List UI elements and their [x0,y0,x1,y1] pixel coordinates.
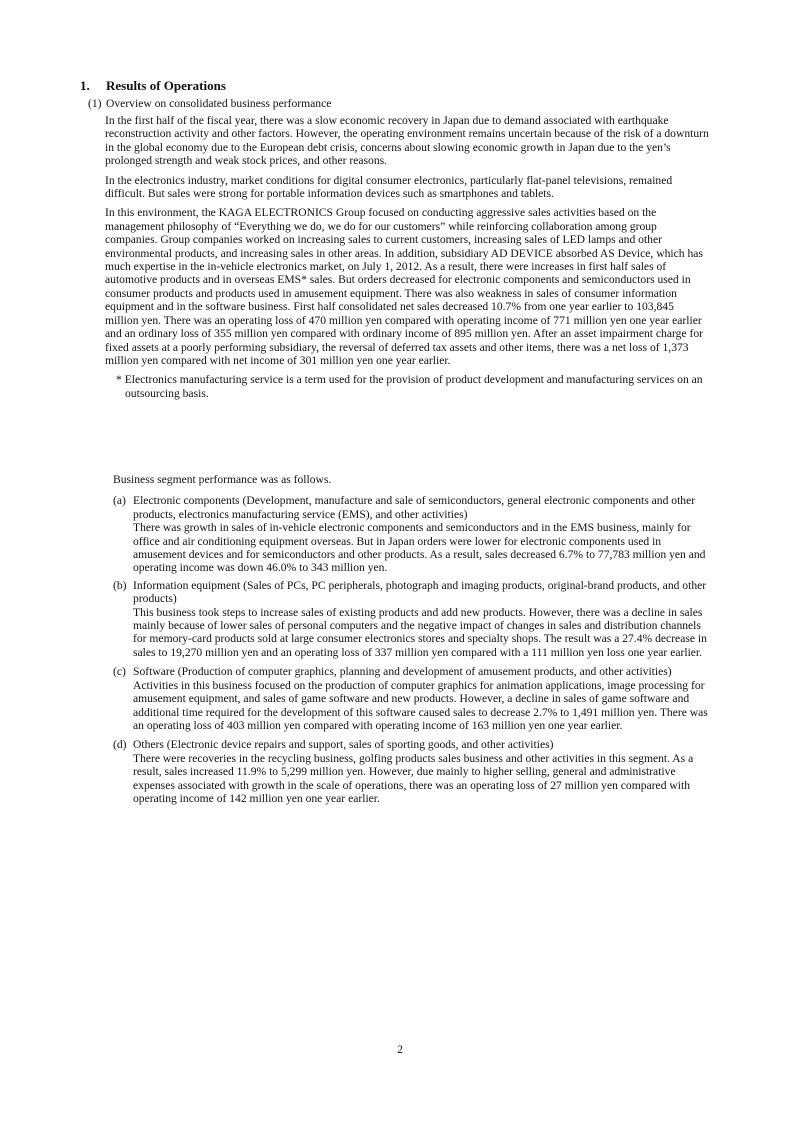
segment-body: There was growth in sales of in-vehicle electronic components and semiconductors and in the EMS business, mainly for office and air conditioning equipment overseas. But in Japan orders were lower for electronic components used in amusement devices and for semiconductors and other products. As a result, sales decreased 6.7% to 77,783 million yen and operating income was down 46.0% to 343 million yen. [133,521,706,575]
subsection-title: Overview on consolidated business performance [106,97,332,110]
subsection-number: (1) [88,97,102,110]
paragraph: In this environment, the KAGA ELECTRONICS Group focused on conducting aggressive sales activities based on the management philosophy of “Everything we do, we do for our customers” while reinforcing collaboration among group companies. Group companies worked on increasing sales to current customers, increasing sales of LED lamps and other environmental products, and increasing sales in other areas. In addition, subsidiary AD DEVICE absorbed AS Device, which has much expertise in the in-vehicle electronics market, on July 1, 2012. As a result, there were increases in first half sales of automotive products and in overseas EMS* sales. But orders decreased for electronic components and semiconductors used in consumer products and products used in amusement equipment. There was also weakness in sales of consumer information equipment and in the software business. First half consolidated net sales decreased 10.7% from one year earlier to 103,845 million yen. There was an operating loss of 470 million yen compared with operating income of 771 million yen one year earlier and an ordinary loss of 355 million yen compared with ordinary income of 895 million yen. After an asset impairment charge for fixed assets at a poorly performing subsidiary, the reversal of deferred tax assets and other items, there was a net loss of 1,373 million yen compared with net income of 301 million yen one year earlier. [105,206,704,367]
segment-label: (d) [113,738,127,752]
subsection-heading [88,97,331,110]
segment-body: This business took steps to increase sales of existing products and add new products. However, there was a decline in sales mainly because of lower sales of personal computers and the negative impact of changes in sales and distribution channels for memory-card products sold at large consumer electronics stores and specialty shops. The result was a 27.4% decrease in sales to 19,270 million yen and an operating loss of 337 million yen compared with a 111 million yen loss one year earlier. [133,605,707,659]
segments-intro: Business segment performance was as follows. [113,473,332,486]
segment-body: Activities in this business focused on the production of computer graphics for animation applications, image processing for amusement equipment, and sales of game software and new products. However, a decline in sales of game software and additional time required for the development of this software caused sales to decrease 2.7% to 1,491 million yen. There was an operating loss of 403 million yen compared with operating income of 163 million yen one year earlier. [133,678,708,732]
segment-label: (a) [113,494,126,508]
footnote: * Electronics manufacturing service is a term used for the provision of product development and manufacturing services on an outsourcing basis. [116,373,703,400]
paragraph: In the electronics industry, market conditions for digital consumer electronics, particularly flat-panel televisions, remained difficult. But sales were strong for portable information devices such as smartphones and tablets. [105,173,673,201]
segment-heading: Information equipment (Sales of PCs, PC peripherals, photograph and imaging products, original-brand products, and other products) [133,578,707,606]
section-title: Results of Operations [106,78,226,93]
paragraph: In the first half of the fiscal year, there was a slow economic recovery in Japan due to demand associated with earthquake reconstruction activity and other factors. However, the operating environment remains uncertain because of the risk of a downturn in the global economy due to the European debt crisis, concerns about slowing economic growth in Japan due to the yen’s prolonged strength and weak stock prices, and other reasons. [105,114,709,168]
segment-item [113,579,713,659]
segment-label: (c) [113,665,126,679]
segment-item [113,494,713,574]
segment-item [113,665,713,732]
segment-heading: Others (Electronic device repairs and support, sales of sporting goods, and other activities) [133,738,554,752]
section-number: 1. [80,78,90,93]
segment-item [113,738,713,805]
segment-heading: Electronic components (Development, manufacture and sale of semiconductors, general electronic components and other products, electronics manufacturing service (EMS), and other activities) [133,494,696,521]
segment-label: (b) [113,578,127,592]
segment-body: There were recoveries in the recycling business, golfing products sales business and other activities in this segment. As a result, sales increased 11.9% to 5,299 million yen. However, due mainly to higher selling, general and administrative expenses associated with growth in the scale of operations, there was an operating loss of 27 million yen compared with operating income of 142 million yen one year earlier. [133,751,694,805]
segments-section [113,473,713,811]
section-heading [80,79,226,92]
page-number: 2 [397,1043,403,1056]
segment-heading: Software (Production of computer graphics, planning and development of amusement products, and other activities) [133,665,672,679]
overview-body [105,114,709,406]
